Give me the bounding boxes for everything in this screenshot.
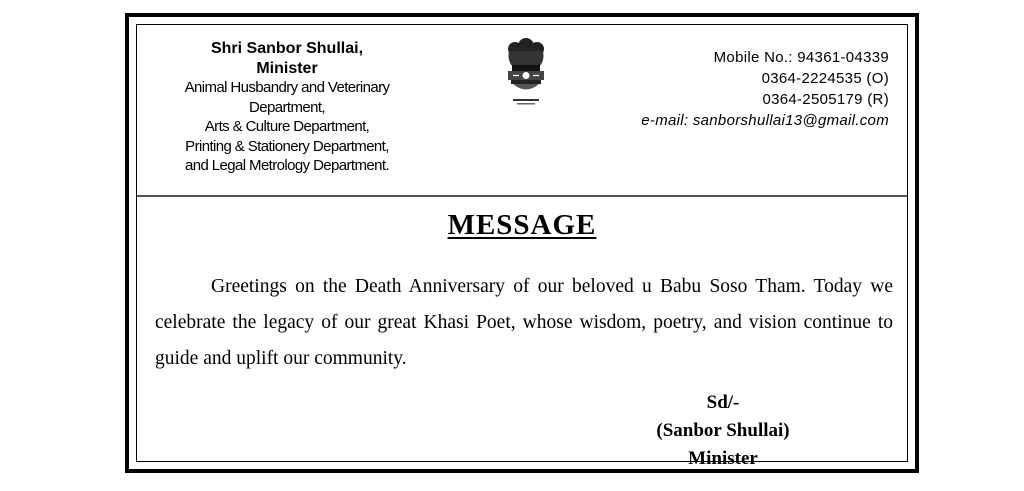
signatory-name: (Sanbor Shullai): [656, 420, 790, 441]
mobile-number: Mobile No.: 94361-04339: [713, 49, 889, 66]
letterhead: [137, 25, 907, 194]
minister-block: [157, 39, 417, 176]
department-line: and Legal Metrology Department.: [184, 157, 390, 174]
department-line: Printing & Stationery Department,: [185, 137, 389, 155]
signature-block: [603, 389, 843, 473]
header-divider: [137, 195, 907, 197]
document-inner-frame: [136, 24, 908, 469]
email-address: e-mail: sanborshullai13@gmail.com: [641, 112, 889, 129]
signature-sd: Sd/-: [706, 392, 740, 413]
department-line: Arts & Culture Department,: [204, 118, 370, 135]
national-emblem-icon: [499, 37, 553, 109]
signatory-designation: Minister: [688, 448, 758, 469]
message-title: MESSAGE: [447, 209, 597, 241]
department-line: Department,: [249, 98, 325, 116]
minister-name: Shri Sanbor Shullai,: [210, 40, 364, 57]
minister-title: Minister: [256, 59, 318, 77]
office-phone: 0364-2224535 (O): [761, 70, 889, 87]
contact-block: [641, 47, 889, 131]
document-frame: [125, 13, 919, 473]
residence-phone: 0364-2505179 (R): [762, 91, 889, 108]
department-line: Animal Husbandry and Veterinary: [184, 79, 390, 96]
message-body: Greetings on the Death Anniversary of our beloved u Babu Soso Tham. Today we celebrate the legacy of our great Khasi Poet, whose wisdom, poetry, and vision continue to guide and uplift our community.: [155, 276, 893, 369]
